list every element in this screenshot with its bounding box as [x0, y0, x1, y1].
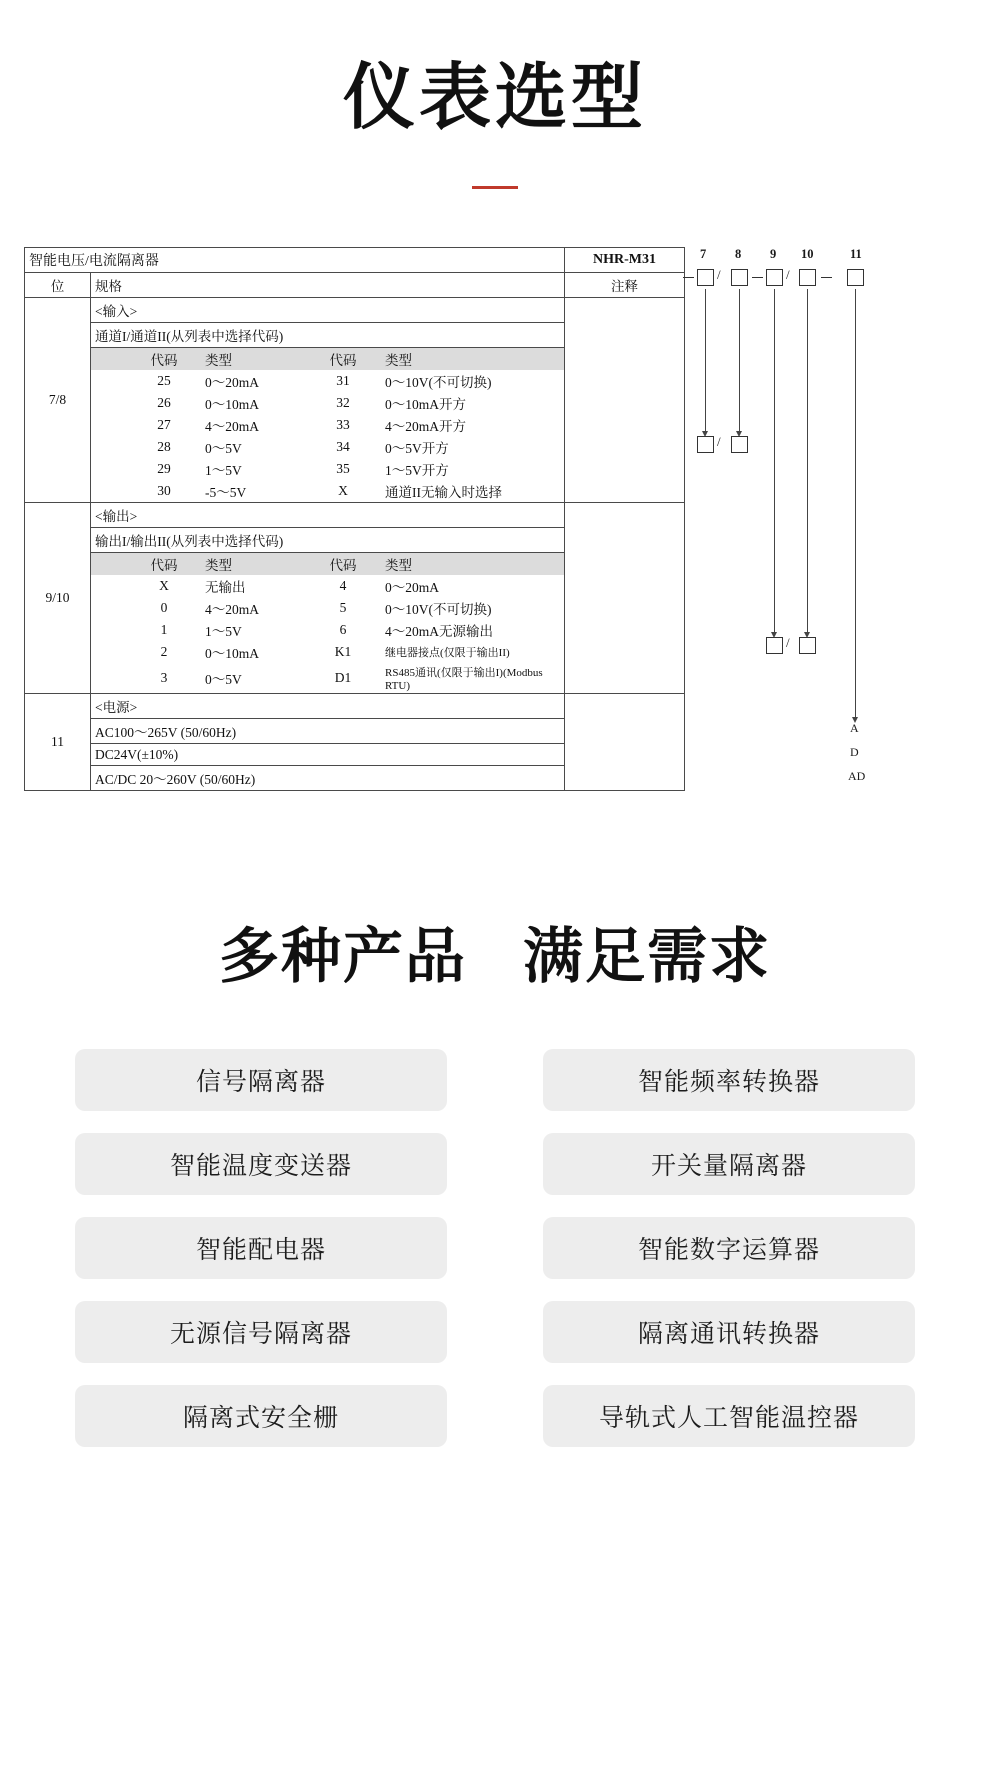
diagram-dash-2	[752, 277, 763, 278]
selection-table	[24, 247, 685, 791]
diagram-output-box-1	[766, 637, 783, 654]
code-row	[91, 597, 564, 619]
section-note-power	[565, 694, 685, 791]
code-col-header-code-left: 代码	[125, 553, 203, 575]
diagram-output-box-2	[799, 637, 816, 654]
table-row	[25, 694, 685, 719]
type-left: 0～10mA	[205, 397, 259, 412]
product-item-7[interactable]: 隔离通讯转换器	[543, 1301, 915, 1363]
section-title-power: <电源>	[91, 694, 565, 719]
diagram-arrow-10	[807, 289, 808, 632]
code-right: 31	[336, 373, 350, 388]
code-left: X	[159, 578, 169, 593]
diagram-box-7	[697, 269, 714, 286]
section2-heading	[0, 909, 990, 995]
product-name-cell: 智能电压/电流隔离器	[25, 248, 565, 273]
type-right: 4～20mA开方	[385, 419, 466, 434]
code-right: X	[338, 483, 348, 498]
model-code-cell: NHR-M31	[565, 248, 685, 273]
power-option: AC100～265V (50/60Hz)	[91, 719, 565, 744]
diagram-power-note-d: D	[850, 745, 859, 759]
table-row	[25, 298, 685, 323]
code-row	[91, 436, 564, 458]
section2-heading-right: 满足需求	[523, 923, 771, 990]
code-col-header-type-left: 类型	[203, 553, 303, 575]
section-position-output: 9/10	[25, 503, 91, 694]
code-col-header-code-left: 代码	[125, 348, 203, 370]
code-col-header-type-left: 类型	[203, 348, 303, 370]
type-right: 4～20mA无源输出	[385, 624, 493, 639]
product-item-9[interactable]: 导轨式人工智能温控器	[543, 1385, 915, 1447]
diagram-input-box-1	[697, 436, 714, 453]
code-row	[91, 370, 564, 392]
code-right: 33	[336, 417, 350, 432]
diagram-input-box-2	[731, 436, 748, 453]
diagram-box-10	[799, 269, 816, 286]
section-position-input: 7/8	[25, 298, 91, 503]
page-title: 仪表选型	[342, 58, 647, 138]
type-right: 0～10V(不可切换)	[385, 375, 492, 390]
selection-table-area	[0, 247, 990, 791]
code-right: 6	[339, 622, 347, 637]
product-item-0[interactable]: 信号隔离器	[75, 1049, 447, 1111]
code-header-row	[91, 553, 564, 575]
section-subtitle-output: 输出I/输出II(从列表中选择代码)	[91, 528, 565, 553]
product-item-6[interactable]: 无源信号隔离器	[75, 1301, 447, 1363]
type-right: RS485通讯(仅限于输出I)(Modbus RTU)	[385, 667, 543, 692]
table-row	[25, 248, 685, 273]
type-left: 1～5V	[205, 624, 242, 639]
code-col-header-type-right: 类型	[383, 348, 564, 370]
table-row	[25, 503, 685, 528]
input-code-table	[91, 348, 564, 502]
title-divider	[472, 186, 518, 189]
title-block	[0, 0, 990, 189]
diagram-dash-1	[683, 277, 694, 278]
type-right: 0～20mA	[385, 580, 439, 595]
output-code-table	[91, 553, 564, 693]
type-left: 0～20mA	[205, 375, 259, 390]
code-row	[91, 414, 564, 436]
product-item-8[interactable]: 隔离式安全栅	[75, 1385, 447, 1447]
code-row	[91, 392, 564, 414]
code-left: 3	[160, 670, 168, 685]
table-row	[25, 273, 685, 298]
code-left: 27	[157, 417, 171, 432]
code-right: 4	[339, 578, 347, 593]
col-header-spec: 规格	[91, 273, 565, 298]
diagram-power-note-a: A	[850, 721, 859, 735]
col-header-position: 位	[25, 273, 91, 298]
product-item-2[interactable]: 智能温度变送器	[75, 1133, 447, 1195]
code-row	[91, 575, 564, 597]
product-item-1[interactable]: 智能频率转换器	[543, 1049, 915, 1111]
product-item-3[interactable]: 开关量隔离器	[543, 1133, 915, 1195]
product-item-5[interactable]: 智能数字运算器	[543, 1217, 915, 1279]
type-right: 0～10V(不可切换)	[385, 602, 492, 617]
diagram-dash-3	[821, 277, 832, 278]
product-grid	[75, 1049, 915, 1517]
diagram-arrow-8	[739, 289, 740, 431]
diagram-output-slash: /	[786, 635, 790, 650]
diagram-power-note-ad: AD	[848, 769, 866, 783]
diagram-input-slash: /	[717, 434, 721, 449]
type-left: -5～5V	[205, 485, 247, 500]
col-header-note: 注释	[565, 273, 685, 298]
type-left: 0～5V	[205, 441, 242, 456]
type-right: 1～5V开方	[385, 463, 449, 478]
diagram-number-9: 9	[770, 247, 777, 261]
code-col-header-type-right: 类型	[383, 553, 564, 575]
product-item-4[interactable]: 智能配电器	[75, 1217, 447, 1279]
diagram-box-8	[731, 269, 748, 286]
type-right: 0～5V开方	[385, 441, 449, 456]
input-code-table-cell	[91, 348, 565, 503]
diagram-number-8: 8	[735, 247, 742, 261]
type-left: 4～20mA	[205, 602, 259, 617]
type-right: 0～10mA开方	[385, 397, 466, 412]
code-right: K1	[334, 644, 352, 659]
code-left: 26	[157, 395, 171, 410]
code-col-header-code-right: 代码	[303, 348, 383, 370]
diagram-box-9	[766, 269, 783, 286]
diagram-number-10: 10	[801, 247, 814, 261]
diagram-arrow-9	[774, 289, 775, 632]
diagram-number-11: 11	[850, 247, 862, 261]
code-row	[91, 458, 564, 480]
type-left: 4～20mA	[205, 419, 259, 434]
type-right: 继电器接点(仅限于输出II)	[385, 647, 510, 659]
section-note-input	[565, 298, 685, 503]
section2-heading-left: 多种产品	[219, 923, 467, 990]
code-row	[91, 480, 564, 502]
diagram-arrow-7	[705, 289, 706, 431]
type-right: 通道II无输入时选择	[385, 485, 502, 500]
section-subtitle-input: 通道I/通道II(从列表中选择代码)	[91, 323, 565, 348]
type-left: 0～10mA	[205, 646, 259, 661]
power-option: DC24V(±10%)	[91, 744, 565, 766]
section-title-output: <输出>	[91, 503, 565, 528]
section-position-power: 11	[25, 694, 91, 791]
diagram-arrow-11	[855, 289, 856, 717]
code-right: D1	[334, 670, 352, 685]
model-code-diagram	[700, 247, 968, 807]
code-left: 28	[157, 439, 171, 454]
code-left: 30	[157, 483, 171, 498]
code-left: 2	[160, 644, 168, 659]
code-col-header-code-right: 代码	[303, 553, 383, 575]
type-left: 无输出	[205, 580, 246, 595]
section-title-input: <输入>	[91, 298, 565, 323]
type-left: 0～5V	[205, 672, 242, 687]
code-row	[91, 619, 564, 641]
power-option: AC/DC 20～260V (50/60Hz)	[91, 766, 565, 791]
section-note-output	[565, 503, 685, 694]
diagram-slash-1: /	[717, 267, 721, 282]
code-left: 1	[160, 622, 168, 637]
code-left: 29	[157, 461, 171, 476]
code-right: 34	[336, 439, 350, 454]
code-row	[91, 641, 564, 663]
code-header-row	[91, 348, 564, 370]
diagram-box-11	[847, 269, 864, 286]
type-left: 1～5V	[205, 463, 242, 478]
code-row	[91, 663, 564, 693]
code-right: 35	[336, 461, 350, 476]
code-left: 25	[157, 373, 171, 388]
code-right: 5	[339, 600, 347, 615]
code-left: 0	[160, 600, 168, 615]
output-code-table-cell	[91, 553, 565, 694]
code-right: 32	[336, 395, 350, 410]
diagram-slash-2: /	[786, 267, 790, 282]
diagram-number-7: 7	[700, 247, 707, 261]
